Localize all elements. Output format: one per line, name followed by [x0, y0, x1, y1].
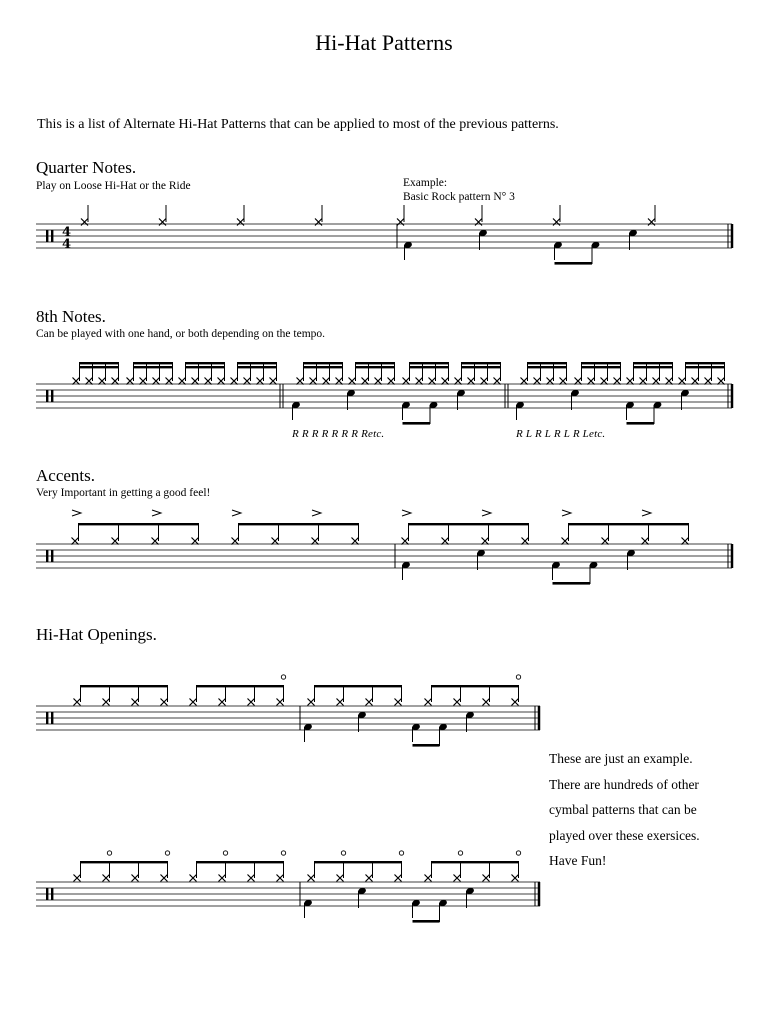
- note-beam: [315, 861, 402, 863]
- hi-hat-cross-notehead: [562, 538, 569, 545]
- time-signature-bottom: 4: [62, 237, 72, 252]
- hi-hat-cross-notehead: [395, 875, 402, 882]
- hi-hat-cross-notehead: [705, 378, 712, 385]
- staff-system-openings-1: [36, 675, 540, 747]
- note-beam: [186, 362, 225, 364]
- note-beam: [304, 362, 343, 364]
- hi-hat-cross-notehead: [692, 378, 699, 385]
- groove-notes: [303, 887, 475, 923]
- hi-hat-cross-notehead: [534, 378, 541, 385]
- hi-hat-cross-notehead: [337, 699, 344, 706]
- open-hi-hat-mark: [341, 851, 345, 855]
- hi-hat-cross-notehead: [112, 378, 119, 385]
- hi-hat-cross-notehead: [395, 699, 402, 706]
- hi-hat-cross-notehead: [232, 538, 239, 545]
- hi-hat-cross-notehead: [270, 378, 277, 385]
- section-subtitle-quarter-notes: Play on Loose Hi-Hat or the Ride: [36, 180, 191, 192]
- hi-hat-cross-notehead: [277, 699, 284, 706]
- staff-system-openings-2: [36, 851, 540, 923]
- hi-hat-cross-notehead: [103, 875, 110, 882]
- side-note-line: Have Fun!: [549, 853, 607, 868]
- hi-hat-cross-notehead: [86, 378, 93, 385]
- hi-hat-notes: [81, 205, 655, 226]
- hi-hat-cross-notehead: [308, 875, 315, 882]
- note-beam: [582, 362, 621, 364]
- note-beam: [686, 362, 725, 364]
- note-beam: [569, 523, 689, 525]
- hi-hat-cross-notehead: [153, 378, 160, 385]
- hi-hat-cross-notehead: [553, 219, 560, 226]
- note-beam: [686, 366, 725, 368]
- hi-hat-cross-notehead: [454, 699, 461, 706]
- hi-hat-cross-notehead: [403, 378, 410, 385]
- hi-hat-cross-notehead: [159, 219, 166, 226]
- hi-hat-cross-notehead: [640, 378, 647, 385]
- open-hi-hat-mark: [281, 675, 285, 679]
- note-beam: [134, 362, 173, 364]
- hi-hat-cross-notehead: [425, 875, 432, 882]
- hi-hat-cross-notehead: [74, 875, 81, 882]
- section-subtitle-8th-notes: Can be played with one hand, or both depending on the tempo.: [36, 328, 326, 340]
- note-beam: [627, 422, 655, 425]
- hi-hat-cross-notehead: [602, 538, 609, 545]
- hi-hat-cross-notehead: [257, 378, 264, 385]
- note-beam: [134, 366, 173, 368]
- staff-system-8th-notes: [36, 362, 732, 425]
- note-beam: [81, 861, 168, 863]
- note-beam: [304, 366, 343, 368]
- hi-hat-cross-notehead: [547, 378, 554, 385]
- hi-hat-cross-notehead: [402, 538, 409, 545]
- hi-hat-cross-notehead: [522, 538, 529, 545]
- hi-hat-cross-notehead: [718, 378, 725, 385]
- accent-mark: [312, 510, 321, 516]
- accent-mark: [152, 510, 161, 516]
- open-hi-hat-mark: [281, 851, 285, 855]
- note-beam: [315, 685, 402, 687]
- hi-hat-cross-notehead: [349, 378, 356, 385]
- side-note-line: These are just an example.: [549, 751, 693, 766]
- note-beam: [432, 685, 519, 687]
- hi-hat-notes: [73, 362, 725, 385]
- hi-hat-cross-notehead: [140, 378, 147, 385]
- groove-notes: [401, 549, 636, 585]
- hi-hat-cross-notehead: [425, 699, 432, 706]
- hi-hat-cross-notehead: [166, 378, 173, 385]
- section-heading-8th-notes: 8th Notes.: [36, 307, 106, 326]
- hi-hat-cross-notehead: [494, 378, 501, 385]
- hi-hat-cross-notehead: [81, 219, 88, 226]
- note-beam: [356, 362, 395, 364]
- hi-hat-cross-notehead: [248, 875, 255, 882]
- note-beam: [79, 523, 199, 525]
- hi-hat-cross-notehead: [231, 378, 238, 385]
- note-beam: [410, 366, 449, 368]
- staff-lines: [36, 706, 540, 730]
- hi-hat-cross-notehead: [179, 378, 186, 385]
- hi-hat-cross-notehead: [512, 699, 519, 706]
- hi-hat-cross-notehead: [72, 538, 79, 545]
- hi-hat-notes: [72, 510, 689, 545]
- hi-hat-cross-notehead: [74, 699, 81, 706]
- note-beam: [197, 685, 284, 687]
- intro-text: This is a list of Alternate Hi-Hat Patterns that can be applied to most of the previous patterns.: [37, 117, 559, 132]
- hi-hat-cross-notehead: [588, 378, 595, 385]
- sticking-alternating: R L R L R L R Letc.: [516, 428, 606, 440]
- hi-hat-cross-notehead: [248, 699, 255, 706]
- note-beam: [80, 362, 119, 364]
- hi-hat-cross-notehead: [192, 378, 199, 385]
- accent-mark: [72, 510, 81, 516]
- hi-hat-cross-notehead: [614, 378, 621, 385]
- hi-hat-cross-notehead: [337, 875, 344, 882]
- note-beam: [239, 523, 359, 525]
- hi-hat-cross-notehead: [312, 538, 319, 545]
- page-title: Hi-Hat Patterns: [315, 30, 453, 55]
- side-note-line: There are hundreds of other: [549, 776, 699, 792]
- section-heading-accents: Accents.: [36, 466, 96, 485]
- hi-hat-cross-notehead: [310, 378, 317, 385]
- section-heading-hi-hat-openings: Hi-Hat Openings.: [36, 625, 157, 644]
- hi-hat-cross-notehead: [352, 538, 359, 545]
- accent-mark: [482, 510, 491, 516]
- hi-hat-cross-notehead: [73, 378, 80, 385]
- note-beam: [403, 422, 431, 425]
- hi-hat-cross-notehead: [219, 699, 226, 706]
- hi-hat-notes: [74, 675, 521, 706]
- hi-hat-cross-notehead: [648, 219, 655, 226]
- note-beam: [553, 582, 591, 585]
- note-beam: [356, 366, 395, 368]
- hi-hat-cross-notehead: [666, 378, 673, 385]
- hi-hat-cross-notehead: [272, 538, 279, 545]
- hi-hat-cross-notehead: [642, 538, 649, 545]
- hi-hat-cross-notehead: [601, 378, 608, 385]
- open-hi-hat-mark: [165, 851, 169, 855]
- open-hi-hat-mark: [223, 851, 227, 855]
- hi-hat-cross-notehead: [244, 378, 251, 385]
- hi-hat-cross-notehead: [366, 699, 373, 706]
- hi-hat-cross-notehead: [442, 378, 449, 385]
- hi-hat-cross-notehead: [315, 219, 322, 226]
- staff-system-accents: [36, 510, 732, 585]
- hi-hat-cross-notehead: [323, 378, 330, 385]
- hi-hat-cross-notehead: [679, 378, 686, 385]
- hi-hat-cross-notehead: [682, 538, 689, 545]
- hi-hat-cross-notehead: [653, 378, 660, 385]
- example-label: Example:: [403, 177, 448, 189]
- hi-hat-cross-notehead: [152, 538, 159, 545]
- note-beam: [462, 366, 501, 368]
- hi-hat-cross-notehead: [103, 699, 110, 706]
- section-heading-quarter-notes: Quarter Notes.: [36, 158, 137, 177]
- groove-notes: [303, 711, 475, 747]
- accent-mark: [562, 510, 571, 516]
- note-beam: [80, 366, 119, 368]
- groove-notes: [291, 389, 690, 425]
- note-beam: [197, 861, 284, 863]
- hi-hat-cross-notehead: [99, 378, 106, 385]
- accent-mark: [642, 510, 651, 516]
- hi-hat-cross-notehead: [468, 378, 475, 385]
- note-beam: [555, 262, 593, 265]
- time-signature-top: 4: [62, 225, 72, 240]
- note-beam: [528, 366, 567, 368]
- hi-hat-cross-notehead: [161, 875, 168, 882]
- note-beam: [634, 362, 673, 364]
- staff-lines: [36, 224, 732, 248]
- hi-hat-cross-notehead: [308, 699, 315, 706]
- hi-hat-cross-notehead: [205, 378, 212, 385]
- note-beam: [410, 362, 449, 364]
- hi-hat-cross-notehead: [483, 875, 490, 882]
- open-hi-hat-mark: [516, 675, 520, 679]
- side-note-line: played over these exersices.: [549, 827, 700, 843]
- accent-mark: [402, 510, 411, 516]
- note-beam: [238, 366, 277, 368]
- staff-system-quarter-notes: [36, 205, 732, 265]
- note-beam: [432, 861, 519, 863]
- hi-hat-cross-notehead: [455, 378, 462, 385]
- hi-hat-cross-notehead: [277, 875, 284, 882]
- accent-mark: [232, 510, 241, 516]
- hi-hat-cross-notehead: [627, 378, 634, 385]
- hi-hat-cross-notehead: [475, 219, 482, 226]
- hi-hat-cross-notehead: [127, 378, 134, 385]
- hi-hat-cross-notehead: [161, 699, 168, 706]
- hi-hat-cross-notehead: [190, 875, 197, 882]
- hi-hat-cross-notehead: [483, 699, 490, 706]
- open-hi-hat-mark: [107, 851, 111, 855]
- sticking-right-hand: R R R R R R R Retc.: [292, 428, 385, 440]
- note-beam: [413, 920, 440, 923]
- open-hi-hat-mark: [458, 851, 462, 855]
- hi-hat-cross-notehead: [297, 378, 304, 385]
- hi-hat-cross-notehead: [575, 378, 582, 385]
- section-subtitle-accents: Very Important in getting a good feel!: [36, 487, 211, 499]
- example-name: Basic Rock pattern N° 3: [403, 191, 515, 203]
- hi-hat-cross-notehead: [192, 538, 199, 545]
- hi-hat-cross-notehead: [132, 699, 139, 706]
- hi-hat-cross-notehead: [429, 378, 436, 385]
- note-beam: [238, 362, 277, 364]
- hi-hat-cross-notehead: [397, 219, 404, 226]
- hi-hat-cross-notehead: [416, 378, 423, 385]
- staff-lines: [36, 882, 540, 906]
- hi-hat-cross-notehead: [454, 875, 461, 882]
- open-hi-hat-mark: [516, 851, 520, 855]
- note-beam: [528, 362, 567, 364]
- hi-hat-cross-notehead: [512, 875, 519, 882]
- hi-hat-cross-notehead: [362, 378, 369, 385]
- note-beam: [81, 685, 168, 687]
- hi-hat-cross-notehead: [388, 378, 395, 385]
- note-beam: [413, 744, 440, 747]
- hi-hat-cross-notehead: [560, 378, 567, 385]
- hi-hat-cross-notehead: [482, 538, 489, 545]
- note-beam: [186, 366, 225, 368]
- note-beam: [409, 523, 529, 525]
- hi-hat-cross-notehead: [237, 219, 244, 226]
- groove-notes: [403, 229, 638, 265]
- note-beam: [634, 366, 673, 368]
- hi-hat-cross-notehead: [521, 378, 528, 385]
- hi-hat-cross-notehead: [219, 875, 226, 882]
- hi-hat-cross-notehead: [366, 875, 373, 882]
- open-hi-hat-mark: [399, 851, 403, 855]
- hi-hat-cross-notehead: [336, 378, 343, 385]
- hi-hat-cross-notehead: [218, 378, 225, 385]
- hi-hat-cross-notehead: [481, 378, 488, 385]
- note-beam: [582, 366, 621, 368]
- hi-hat-cross-notehead: [132, 875, 139, 882]
- hi-hat-cross-notehead: [190, 699, 197, 706]
- hi-hat-cross-notehead: [112, 538, 119, 545]
- note-beam: [462, 362, 501, 364]
- side-note-line: cymbal patterns that can be: [549, 802, 697, 817]
- hi-hat-notes: [74, 851, 521, 882]
- hi-hat-cross-notehead: [375, 378, 382, 385]
- hi-hat-cross-notehead: [442, 538, 449, 545]
